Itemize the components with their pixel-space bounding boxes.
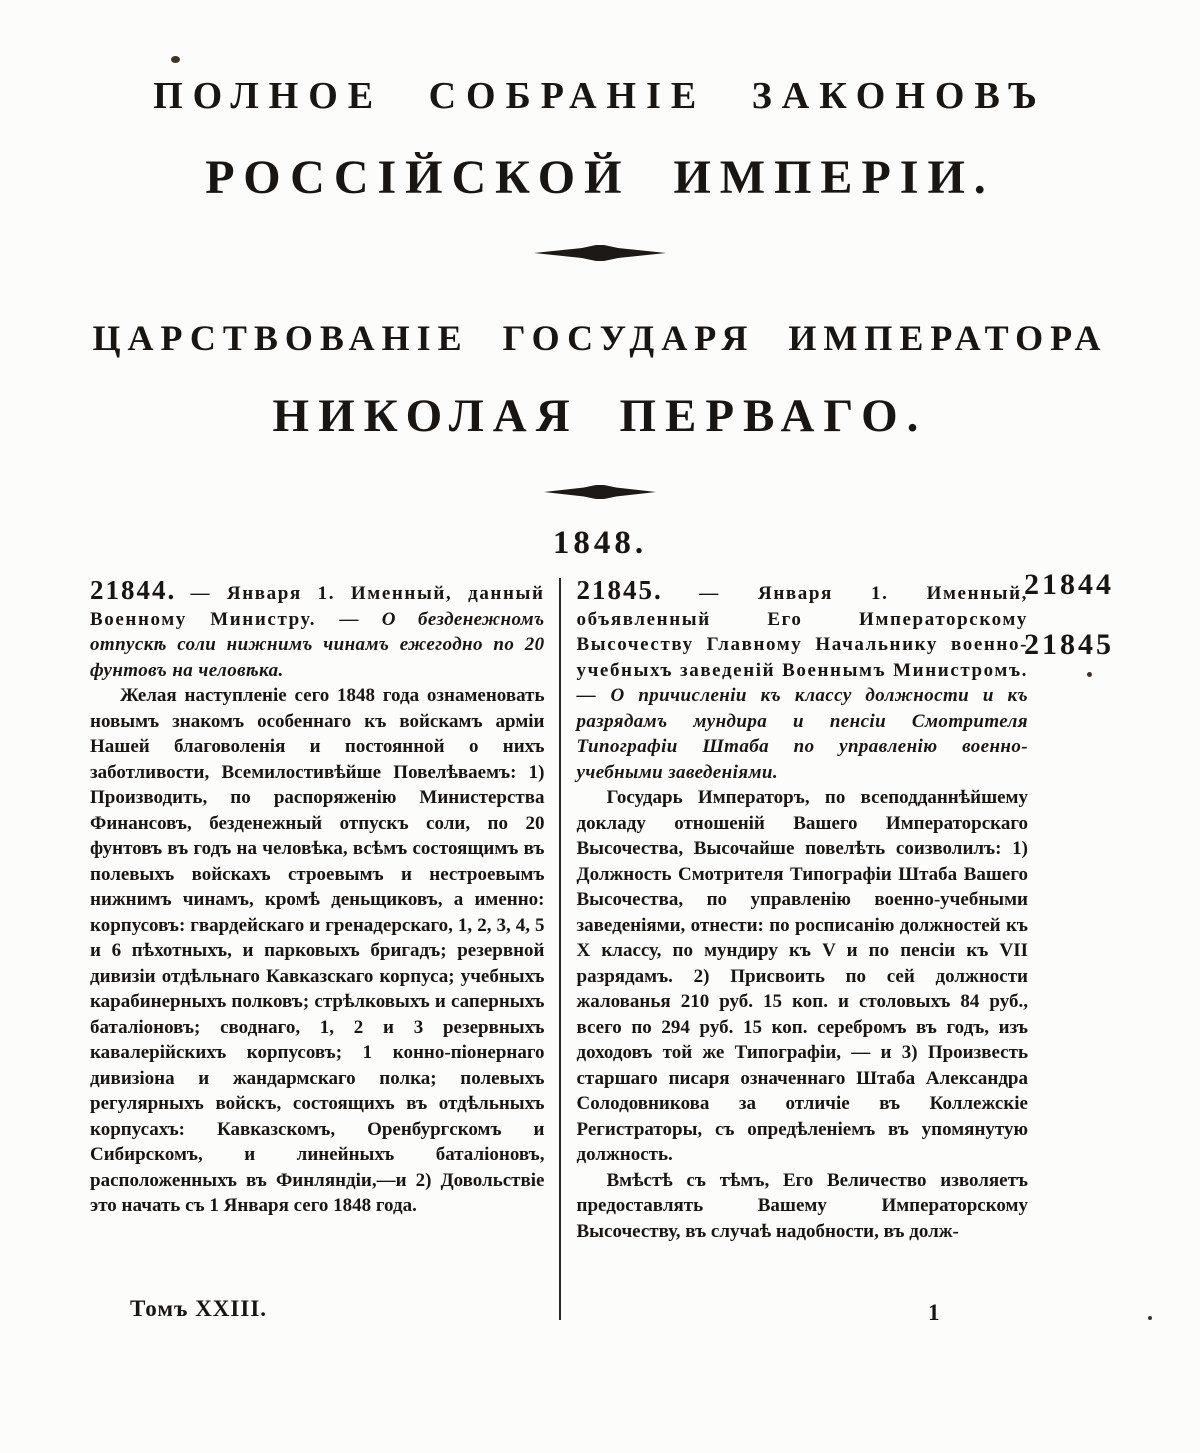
entry-meta: — Января 1. Именный, данный Военному Министру. —	[90, 583, 545, 630]
page-header	[0, 0, 1200, 562]
divider-ornament-icon	[0, 485, 1200, 499]
scan-speck	[171, 56, 180, 63]
scan-speck	[1087, 672, 1092, 677]
entry-21844-paragraph: Желая наступленіе сего 1848 года ознаменовать новымъ знакомъ особеннаго къ войскамъ арміи Нашей благоволенія и постоянной о нихъ заботливости, Всемилостивѣйше Повелѣваемъ: 1) Производить, по распоряженію Министерства Финансовъ, безденежный отпускъ соли, по 20 фунтовъ въ годъ на человѣка, всѣмъ состоящимъ въ полевыхъ войскахъ строевымъ и нестроевымъ нижнимъ чинамъ, кромѣ деньщиковъ, а именно: корпусовъ: гвардейскаго и гренадерскаго, 1, 2, 3, 4, 5 и 6 пѣхотныхъ, и парковыхъ бригадъ; резервной дивизіи отдѣльнаго Кавказскаго корпуса; учебныхъ карабинерныхъ полковъ; стрѣлковыхъ и саперныхъ баталіоновъ; своднаго, 1, 2 и 3 резервныхъ кавалерійскихъ корпусовъ; 1 конно-піонернаго дивизіона и жандармскаго полка; полевыхъ регулярныхъ войскъ, состоящихъ въ отдѣльныхъ корпусахъ: Кавказскомъ, Оренбургскомъ и Сибирскомъ, и линейныхъ баталіоновъ, расположенныхъ въ Финляндіи,—и 2) Довольствіе это начать съ 1 Января сего 1848 года.	[90, 685, 545, 1216]
entry-subject: О причисленіи къ классу должности и къ разрядамъ мундира и пенсіи Смотрителя Типографіи Штаба по управленію военно-учебными заведеніями.	[576, 685, 1028, 783]
margin-article-number-21844: 21844	[1024, 568, 1114, 601]
volume-label: Томъ XXIII.	[130, 1296, 268, 1321]
entry-21845-heading	[577, 578, 1029, 785]
margin-article-number-21845: 21845	[1024, 628, 1114, 661]
page-number: 1	[928, 1300, 940, 1325]
divider-ornament-icon	[0, 245, 1200, 261]
entry-21845-paragraph-1: Государь Императоръ, по всеподданнѣйшему докладу отношеній Вашего Императорскаго Высочества, Высочайше повелѣть соизволилъ: 1) Должность Смотрителя Типографіи Штаба Вашего Высочества, по управленію военно-учебными заведеніями, отнести: по росписанію должностей къ X классу, по мундиру къ V и по пенсіи къ VII разрядамъ. 2) Присвоить по сей должности жалованья 210 руб. 15 коп. и столовыхъ 84 руб., всего по 294 руб. 15 коп. серебромъ въ годъ, изъ доходовъ той же Типографіи, — и 3) Произвесть старшаго писаря означеннаго Штаба Александра Солодовникова за отличіе въ Коллежскіе Регистраторы, съ опредѣленіемъ въ упомянутую должность.	[576, 787, 1028, 1165]
collection-title-line2: РОССІЙСКОЙ ИМПЕРІИ.	[205, 151, 995, 204]
entry-21845-paragraph-2: Вмѣстѣ съ тѣмъ, Его Величество изволяетъ предоставлять Вашему Императорскому Высочеству, въ случаѣ надобности, въ долж-	[576, 1169, 1028, 1242]
entry-meta: — Января 1. Именный, объявленный Его Императорскому Высочеству Главному Начальнику военно-учебныхъ заведеній Военнымъ Министромъ. —	[576, 583, 1028, 706]
left-column	[90, 578, 559, 1320]
right-column	[561, 578, 1029, 1320]
reign-title-line2: НИКОЛАЯ ПЕРВАГО.	[272, 390, 928, 442]
entry-number: 21845.	[576, 578, 663, 605]
entry-21844-heading	[90, 578, 545, 683]
two-column-body	[90, 578, 1028, 1320]
scan-speck	[1148, 1316, 1152, 1320]
entry-subject: О безденежномъ отпускѣ соли нижнимъ чинамъ ежегодно по 20 фунтовъ на человѣка.	[90, 608, 545, 681]
entry-number: 21844.	[90, 578, 177, 605]
reign-title-line1: ЦАРСТВОВАНІЕ ГОСУДАРЯ ИМПЕРАТОРА	[92, 318, 1108, 358]
year-heading: 1848.	[552, 525, 648, 561]
collection-title-line1: ПОЛНОЕ СОБРАНІЕ ЗАКОНОВЪ	[153, 75, 1047, 117]
